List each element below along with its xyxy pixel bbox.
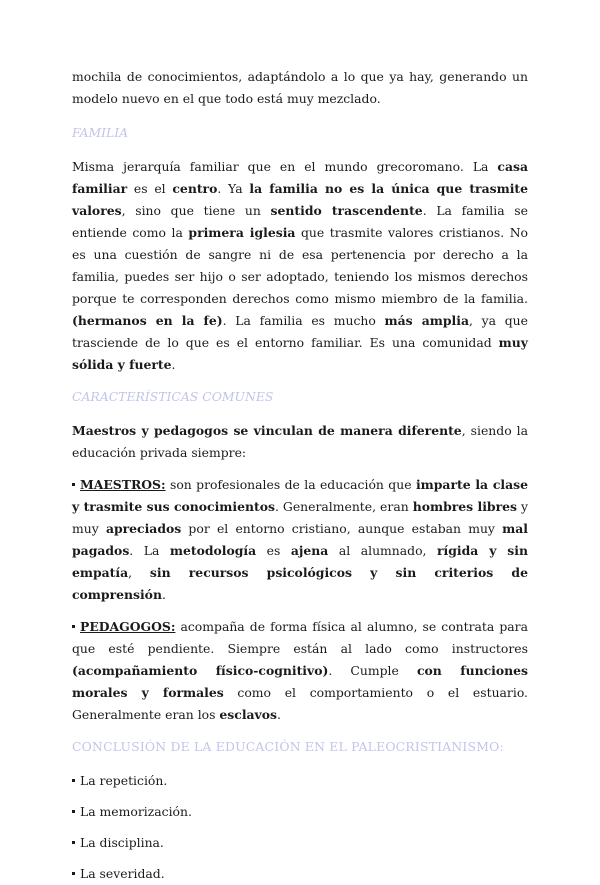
familia-paragraph: Misma jerarquía familiar que en el mundo grecoromano. La casa familiar es el centro. Ya la familia no es la única que trasmite valores, sino que tiene un sentido trascendente. La familia se entiende como la primera iglesia que trasmite valores cristianos. No es una cuestión de sangre ni de esa pertenencia por derecho a la familia, puedes ser hijo o ser adoptado, teniendo los mismos derechos porque te corresponden derechos como mismo miembro de la familia. (hermanos en la fe). La familia es mucho más amplia, ya que trasciende de lo que es el entorno familiar. Es una comunidad muy sólida y fuerte. [72, 159, 529, 372]
bullet-square-icon [72, 872, 75, 875]
list-item: La severidad. [72, 863, 528, 885]
bullet-square-icon [72, 483, 75, 486]
bullet-square-icon [72, 841, 75, 844]
maestros-paragraph: MAESTROS: son profesionales de la educación que imparte la clase y trasmite sus conocimientos. Generalmente, eran hombres libres y muy apreciados por el entorno cristiano, aunque estaban muy mal pagados. La metodología es ajena al alumnado, rígida y sin empatía, sin recursos psicológicos y sin criterios de comprensión. [72, 477, 529, 602]
heading-conclusion: CONCLUSIÓN DE LA EDUCACIÓN EN EL PALEOCRISTIANISMO: [72, 739, 504, 754]
heading-caracteristicas: CARACTERÍSTICAS COMUNES [72, 389, 274, 404]
list-item: La disciplina. [72, 832, 528, 854]
bullet-square-icon [72, 779, 75, 782]
heading-familia: FAMILIA [72, 125, 129, 140]
caracteristicas-intro: Maestros y pedagogos se vinculan de manera diferente, siendo la educación privada siempre: [72, 423, 528, 460]
conclusion-list [72, 770, 528, 885]
intro-paragraph: mochila de conocimientos, adaptándolo a lo que ya hay, generando un modelo nuevo en el que todo está muy mezclado. [72, 69, 528, 106]
list-item: La repetición. [72, 770, 528, 792]
bullet-square-icon [72, 625, 75, 628]
list-item: La memorización. [72, 801, 528, 823]
bullet-square-icon [72, 810, 75, 813]
pedagogos-paragraph: PEDAGOGOS: acompaña de forma física al alumno, se contrata para que esté pendiente. Siempre están al lado como instructores (acompañamiento físico-cognitivo). Cumple con funciones morales y formales como el comportamiento o el estuario. Generalmente eran los esclavos. [72, 619, 528, 722]
